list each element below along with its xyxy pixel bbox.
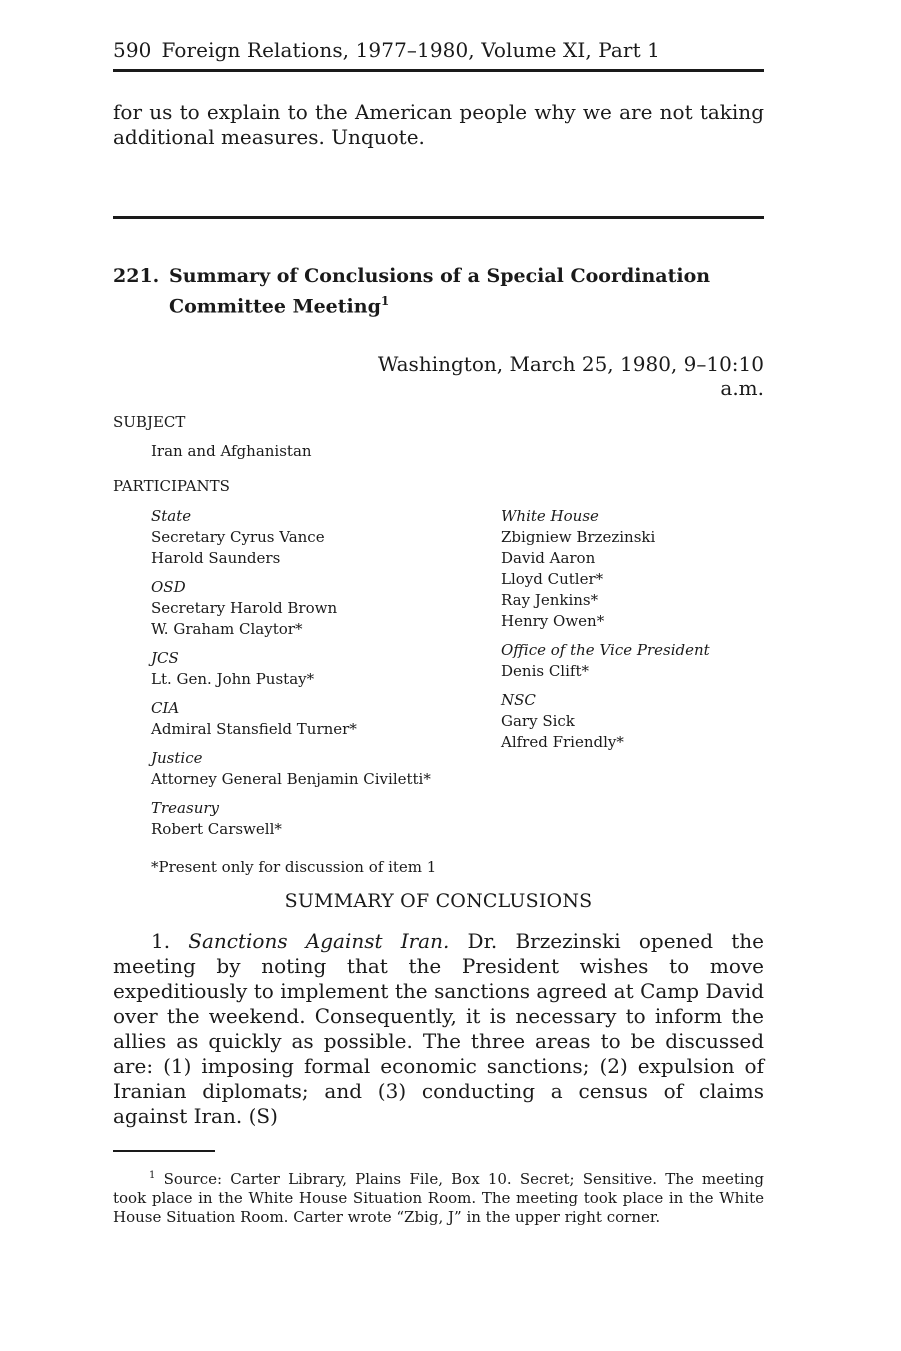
page-number: 590	[113, 38, 152, 62]
participant-name: Henry Owen*	[501, 612, 605, 630]
participants-label: PARTICIPANTS	[113, 477, 230, 495]
document-number: 221.	[113, 265, 160, 287]
footnote-text: Source: Carter Library, Plains File, Box 10. Secret; Sensitive. The meeting took place in the White House Situation Room. The meeting took place in the White House Situation Room. Carter wrote “Zbig, J” in the upper right corner.	[113, 1170, 764, 1226]
participant-group: JCS	[151, 649, 179, 667]
participant-group: OSD	[151, 578, 186, 596]
item-text: Dr. Brzezinski opened the meeting by noting that the President wishes to move expeditiously to implement the sanctions agreed at Camp David over the weekend. Consequently, it is necessary to inform the allies as quickly as possible. The three areas to be discussed are: (1) imposing formal economic sanctions; (2) expulsion of Iranian diplomats; and (3) conducting a census of claims against Iran. (S)	[113, 929, 765, 1128]
section-rule	[113, 216, 764, 219]
participant-name: Ray Jenkins*	[501, 591, 599, 609]
participant-group: Treasury	[151, 799, 219, 817]
running-head	[113, 38, 660, 62]
participant-name: Secretary Cyrus Vance	[151, 528, 325, 546]
summary-heading: SUMMARY OF CONCLUSIONS	[284, 890, 593, 912]
participant-name: Harold Saunders	[151, 549, 281, 567]
continuation-paragraph: for us to explain to the American people why we are not taking additional measures. Unquote.	[113, 100, 764, 149]
footnote-reference: 1	[380, 294, 390, 308]
participant-name: Zbigniew Brzezinski	[501, 528, 656, 546]
participant-group: NSC	[501, 691, 536, 709]
participant-name: David Aaron	[501, 549, 596, 567]
participant-name: Lloyd Cutler*	[501, 570, 604, 588]
participant-name: Attorney General Benjamin Civiletti*	[151, 770, 431, 788]
participant-group: Office of the Vice President	[501, 641, 710, 659]
item-title: Sanctions Against Iran.	[188, 929, 450, 953]
footnote	[113, 1166, 764, 1227]
participant-name: Denis Clift*	[501, 662, 589, 680]
participant-name: Admiral Stansfield Turner*	[151, 720, 357, 738]
item-number: 1.	[151, 929, 171, 953]
participant-name: Robert Carswell*	[151, 820, 282, 838]
participant-name: Gary Sick	[501, 712, 575, 730]
participant-name: Alfred Friendly*	[501, 733, 624, 751]
running-title: Foreign Relations, 1977–1980, Volume XI, Part 1	[161, 38, 661, 62]
footnote-marker: 1	[149, 1170, 156, 1181]
participant-group: CIA	[151, 699, 180, 717]
participant-name: Secretary Harold Brown	[151, 599, 338, 617]
summary-paragraph	[113, 929, 764, 1129]
participants-note: *Present only for discussion of item 1	[151, 858, 437, 876]
participant-group: Justice	[151, 749, 203, 767]
document-title-text: Summary of Conclusions of a Special Coordination Committee Meeting$^1$	[169, 265, 711, 318]
dateline: Washington, March 25, 1980, 9–10:10 a.m.	[377, 352, 764, 400]
participant-name: W. Graham Claytor*	[151, 620, 303, 638]
header-rule	[113, 69, 764, 72]
participant-group: White House	[501, 507, 599, 525]
participant-group: State	[151, 507, 192, 525]
participant-name: Lt. Gen. John Pustay*	[151, 670, 315, 688]
footnote-rule	[113, 1150, 215, 1152]
subject-label: SUBJECT	[113, 413, 186, 431]
subject-text: Iran and Afghanistan	[151, 442, 312, 460]
